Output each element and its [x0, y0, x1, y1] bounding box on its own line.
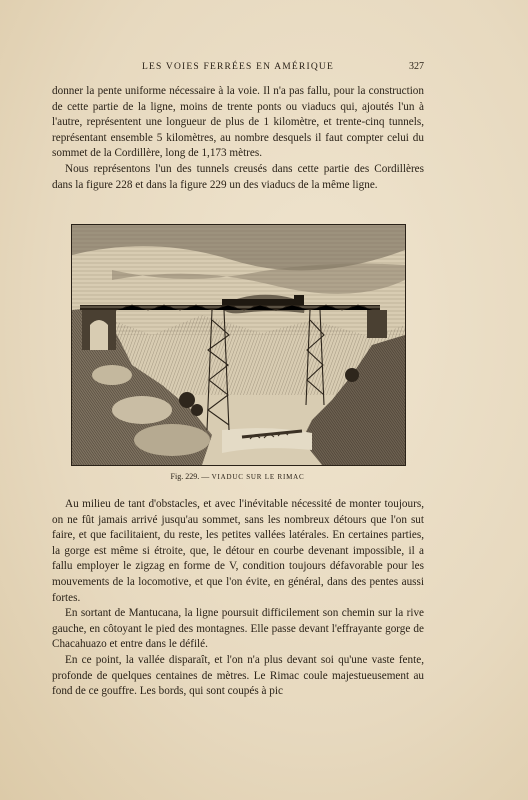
running-title: LES VOIES FERRÉES EN AMÉRIQUE: [142, 62, 334, 72]
figure-label: Fig. 229. —: [170, 472, 210, 481]
figure-caption: [71, 472, 404, 481]
paragraph: Nous représentons l'un des tunnels creusés dans cette partie des Cordillères dans la figure 228 et dans la figure 229 un des viaducs de la même ligne.: [52, 162, 424, 191]
paragraph: donner la pente uniforme nécessaire à la voie. Il n'a pas fallu, pour la construction de cette partie de la ligne, moins de trente ponts ou viaducs qui, ajoutés l'un à l'autre, représentent une longueur de plus de 1 kilomètre, et trente-cinq tunnels, représentant ensemble 5 kilomètres, au nombre desquels il faut compter celui du sommet de la Cordillère, long de 1,173 mètres.: [52, 85, 424, 160]
figure-title: VIADUC SUR LE RIMAC: [211, 473, 305, 481]
text-block-bottom: [52, 497, 424, 700]
text-block-top: [52, 84, 424, 193]
paragraph: Au milieu de tant d'obstacles, et avec l'inévitable nécessité de monter toujours, on ne fût jamais arrivé jusqu'au sommet, sans les nombreux détours que l'on sut faire, et que facilitaient, du reste, les petites vallées latérales. En certaines parties, la gorge est même si étroite, que, le détour en courbe devenant impossible, il a fallu employer le zigzag en forme de V, condition toujours défavorable pour les mouvements de la locomotive, et que l'on évite, en général, dans des pentes aussi fortes.: [52, 498, 424, 604]
viaduct-engraving: [71, 224, 406, 466]
page-number: 327: [409, 61, 424, 72]
paragraph: En sortant de Mantucana, la ligne poursuit difficilement son chemin sur la rive gauche, en côtoyant le pied des montagnes. Elle passe devant l'effrayante gorge de Chacahuazo et entre dans le défilé.: [52, 607, 424, 651]
paragraph: En ce point, la vallée disparaît, et l'on n'a plus devant soi qu'une vaste fente, profonde de quelques centaines de mètres. Le Rimac coule majestueusement au fond de ce gouffre. Les bords, qui sont coupés à pic: [52, 653, 424, 698]
